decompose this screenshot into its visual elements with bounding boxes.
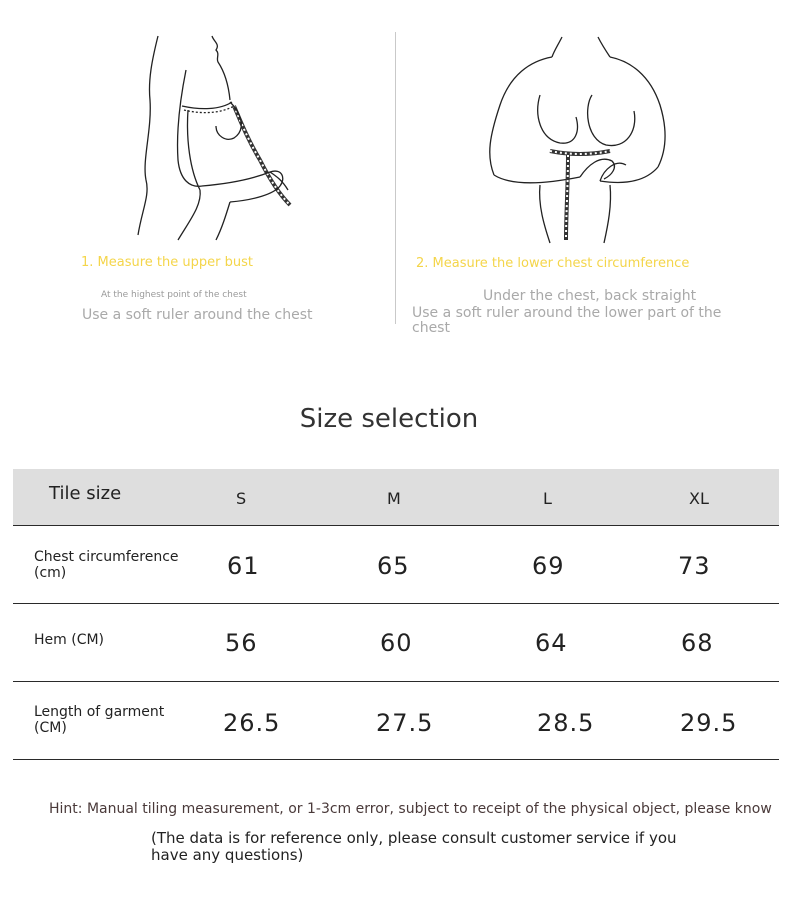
hem-xl-value: 68 [681,629,714,657]
hem-s-value: 56 [225,629,258,657]
upper-bust-illustration [130,30,310,245]
chest-s-value: 61 [227,552,260,580]
lower-chest-illustration [480,35,670,245]
hint-text: Hint: Manual tiling measurement, or 1-3cm error, subject to receipt of the physical object, please know [49,801,772,817]
step1-description: Use a soft ruler around the chest [82,307,313,323]
size-m-header: M [387,489,401,508]
chest-xl-value: 73 [678,552,711,580]
table-row-hem [13,604,779,682]
length-m-value: 27.5 [376,709,434,737]
length-l-value: 28.5 [537,709,595,737]
table-header-row [13,469,779,526]
step1-subtitle: At the highest point of the chest [101,290,247,300]
row-label-hem: Hem (CM) [34,632,105,648]
row-label-length: Length of garment (CM) [34,704,165,736]
table-row-chest [13,526,779,604]
section-title: Size selection [299,404,479,434]
step2-title: 2. Measure the lower chest circumference [416,256,690,271]
length-s-value: 26.5 [223,709,281,737]
row-label-chest: Chest circumference (cm) [34,549,179,581]
chest-m-value: 65 [377,552,410,580]
reference-note: (The data is for reference only, please consult customer service if you have any questions) [151,829,677,864]
step2-description: Use a soft ruler around the lower part of the chest [412,305,722,336]
header-label: Tile size [49,483,122,504]
hem-m-value: 60 [380,629,413,657]
step1-title: 1. Measure the upper bust [81,255,253,270]
size-l-header: L [543,489,552,508]
vertical-divider [395,32,396,324]
table-row-length [13,682,779,760]
step2-subtitle: Under the chest, back straight [483,288,697,304]
size-table [13,469,779,760]
hem-l-value: 64 [535,629,568,657]
chest-l-value: 69 [532,552,565,580]
size-s-header: S [236,489,247,508]
length-xl-value: 29.5 [680,709,738,737]
size-xl-header: XL [689,489,709,508]
